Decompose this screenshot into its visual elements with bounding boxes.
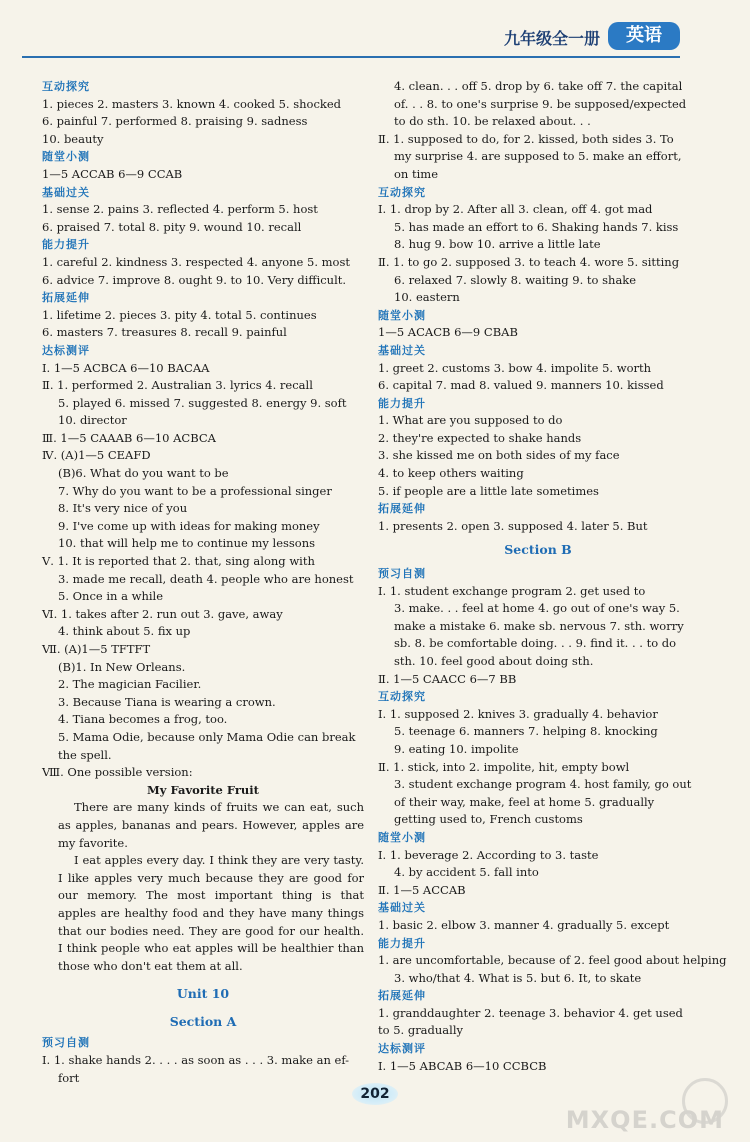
- answer-line-indented: to do sth. 10. be relaxed about. . .: [394, 114, 591, 129]
- answer-line: 4. to keep others waiting: [378, 466, 524, 481]
- answer-line-indented: 5. Once in a while: [58, 589, 164, 604]
- answer-line: 1. basic 2. elbow 3. manner 4. gradually 5. except: [378, 917, 670, 932]
- section-heading: 拓展延伸: [378, 502, 426, 516]
- answer-line-indented: 9. I've come up with ideas for making money: [58, 518, 320, 533]
- answer-line: Ⅱ. 1. to go 2. supposed 3. to teach 4. wore 5. sitting: [378, 254, 680, 269]
- section-heading: 互动探究: [378, 185, 426, 199]
- page-header: [0, 18, 750, 58]
- answer-line-indented: make a mistake 6. make sb. nervous 7. sth. worry: [394, 618, 684, 633]
- answer-line-indented: 7. Why do you want to be a professional singer: [58, 483, 332, 498]
- essay-paragraph: I eat apples every day. I think they are very tasty. I like apples very much because they are good for our memory. The most important thing is that apples are healthy food and they have many things that our bodies need. They are good for our health. I think people who eat apples will be healthier than those who don't eat them at all.: [58, 853, 364, 973]
- answer-line: Ⅷ. One possible version:: [42, 765, 193, 780]
- answer-line-indented: of. . . 8. to one's surprise 9. be supposed/expected: [394, 96, 687, 111]
- answer-line-indented: 5. Mama Odie, because only Mama Odie can break: [58, 729, 356, 744]
- answer-line-indented: 4. by accident 5. fall into: [394, 865, 539, 880]
- answer-line: Ⅴ. 1. It is reported that 2. that, sing along with: [42, 554, 315, 569]
- answer-line: 1. careful 2. kindness 3. respected 4. anyone 5. most: [42, 254, 350, 269]
- answer-line: 6. praised 7. total 8. pity 9. wound 10. recall: [42, 219, 302, 234]
- answer-line-indented: 10. director: [58, 413, 127, 428]
- answer-line-indented: 4. think about 5. fix up: [58, 624, 191, 639]
- answer-line-indented: 2. The magician Facilier.: [58, 677, 202, 692]
- section-heading: 预习自测: [378, 567, 426, 581]
- section-heading: 随堂小测: [42, 150, 90, 164]
- answer-line-indented: 4. Tiana becomes a frog, too.: [58, 712, 228, 727]
- grade-label: 九年级全一册: [503, 29, 600, 48]
- answer-line-indented: 10. eastern: [394, 290, 460, 305]
- section-heading: 基础过关: [42, 185, 90, 199]
- answer-line-indented: 8. It's very nice of you: [58, 501, 188, 516]
- answer-line: Ⅰ. 1—5 ACBCA 6—10 BACAA: [42, 360, 210, 375]
- answer-line-indented: sb. 8. be comfortable doing. . . 9. find it. . . to do: [394, 636, 677, 651]
- answer-line-indented: sth. 10. feel good about doing sth.: [394, 654, 594, 668]
- answer-line: 1. are uncomfortable, because of 2. feel good about helping: [378, 953, 727, 968]
- section-heading: 达标测评: [42, 343, 90, 357]
- subject-badge: 英语: [608, 22, 680, 50]
- answer-line: 1. presents 2. open 3. supposed 4. later 5. But: [378, 518, 648, 533]
- answer-line-indented: 9. eating 10. impolite: [394, 741, 519, 756]
- answer-line: 1—5 ACCAB 6—9 CCAB: [42, 166, 183, 181]
- section-heading: 基础过关: [378, 901, 426, 915]
- answer-line: Ⅱ. 1—5 ACCAB: [378, 882, 466, 897]
- answer-line: Ⅶ. (A)1—5 TFTFT: [42, 642, 151, 656]
- section-heading: 能力提升: [378, 936, 426, 950]
- section-heading: 拓展延伸: [378, 989, 426, 1003]
- essay-paragraph: There are many kinds of fruits we can eat, such as apples, bananas and pears. However, apples are my favorite.: [58, 800, 364, 850]
- section-heading: 达标测评: [378, 1042, 426, 1056]
- answer-line: 1. granddaughter 2. teenage 3. behavior 4. get used: [378, 1005, 683, 1020]
- unit-title: Unit 10: [176, 986, 230, 1002]
- answer-line: Ⅰ. 1. student exchange program 2. get used to: [378, 583, 646, 598]
- answer-line-indented: 5. played 6. missed 7. suggested 8. energy 9. soft: [58, 395, 347, 410]
- answer-line-indented: 6. relaxed 7. slowly 8. waiting 9. to shake: [394, 272, 637, 287]
- answer-line-indented: of their way, make, feel at home 5. gradually: [394, 794, 655, 809]
- header-rule: [22, 56, 680, 58]
- section-heading: 互动探究: [378, 690, 426, 704]
- answer-line: Ⅱ. 1. supposed to do, for 2. kissed, both sides 3. To: [378, 131, 674, 146]
- answer-line: Ⅱ. 1—5 CAACC 6—7 BB: [378, 671, 517, 686]
- answer-line: 1. sense 2. pains 3. reflected 4. perform 5. host: [42, 202, 318, 217]
- answer-line: Ⅰ. 1. shake hands 2. . . . as soon as . . . 3. make an ef-: [42, 1053, 350, 1068]
- answer-line-indented: 3. make. . . feel at home 4. go out of one's way 5.: [394, 601, 680, 616]
- answer-line-indented: 3. student exchange program 4. host family, go out: [394, 777, 692, 792]
- answer-line: to 5. gradually: [378, 1023, 464, 1038]
- left-column: [42, 78, 364, 1087]
- section-heading: 拓展延伸: [42, 291, 90, 305]
- answer-line: 1—5 ACACB 6—9 CBAB: [378, 325, 518, 340]
- answer-line-indented: 10. that will help me to continue my lessons: [58, 536, 316, 551]
- answer-line-indented: 5. has made an effort to 6. Shaking hands 7. kiss: [394, 219, 679, 234]
- section-heading: 随堂小测: [378, 830, 426, 844]
- answer-line: 1. greet 2. customs 3. bow 4. impolite 5. worth: [378, 360, 652, 375]
- answer-line-indented: on time: [394, 166, 438, 181]
- answer-line-indented: the spell.: [58, 747, 112, 762]
- answer-line: 5. if people are a little late sometimes: [378, 483, 599, 498]
- answer-line-indented: 8. hug 9. bow 10. arrive a little late: [394, 237, 601, 252]
- answer-line: 10. beauty: [42, 131, 104, 146]
- answer-line-indented: 3. Because Tiana is wearing a crown.: [58, 694, 276, 709]
- answer-line: Ⅰ. 1. supposed 2. knives 3. gradually 4. behavior: [378, 706, 658, 721]
- answer-line-indented: getting used to, French customs: [394, 812, 583, 827]
- answer-line: 1. lifetime 2. pieces 3. pity 4. total 5. continues: [42, 307, 317, 322]
- section-title: Section A: [169, 1013, 237, 1029]
- answer-line: Ⅰ. 1—5 ABCAB 6—10 CCBCB: [378, 1058, 547, 1073]
- answer-line-indented: 3. made me recall, death 4. people who are honest: [58, 571, 354, 586]
- answer-line-indented: (B)6. What do you want to be: [58, 466, 229, 481]
- answer-line-indented: my surprise 4. are supposed to 5. make an effort,: [394, 149, 682, 164]
- watermark-text: MXQE.COM: [565, 1106, 724, 1134]
- answer-line: 1. pieces 2. masters 3. known 4. cooked 5. shocked: [42, 96, 342, 111]
- answer-line: 6. masters 7. treasures 8. recall 9. painful: [42, 325, 287, 340]
- answer-line-indented: 4. clean. . . off 5. drop by 6. take off 7. the capital: [394, 79, 683, 93]
- answer-line: 2. they're expected to shake hands: [378, 430, 582, 445]
- answer-line: Ⅲ. 1—5 CAAAB 6—10 ACBCA: [42, 430, 216, 445]
- answer-line: Ⅱ. 1. performed 2. Australian 3. lyrics 4. recall: [42, 378, 313, 393]
- section-heading: 随堂小测: [378, 308, 426, 322]
- answer-line: 6. painful 7. performed 8. praising 9. sadness: [42, 114, 308, 129]
- answer-line: Ⅰ. 1. drop by 2. After all 3. clean, off 4. got mad: [378, 202, 653, 217]
- answer-line: Ⅵ. 1. takes after 2. run out 3. gave, away: [42, 606, 283, 621]
- answer-line-indented: fort: [58, 1070, 80, 1085]
- page-number: 202: [352, 1083, 398, 1105]
- answer-line: Ⅱ. 1. stick, into 2. impolite, hit, empty bowl: [378, 759, 630, 774]
- answer-line: 6. advice 7. improve 8. ought 9. to 10. Very difficult.: [42, 272, 347, 287]
- right-column: [378, 78, 727, 1075]
- section-title: Section B: [504, 542, 572, 558]
- section-heading: 预习自测: [42, 1036, 90, 1050]
- section-heading: 能力提升: [378, 396, 426, 410]
- answer-line: 3. she kissed me on both sides of my face: [378, 448, 620, 463]
- answer-line: 6. capital 7. mad 8. valued 9. manners 10. kissed: [378, 378, 664, 393]
- answer-line-indented: 5. teenage 6. manners 7. helping 8. knocking: [394, 724, 658, 739]
- answer-line-indented: 3. who/that 4. What is 5. but 6. It, to skate: [394, 970, 642, 985]
- answer-line: Ⅳ. (A)1—5 CEAFD: [42, 448, 151, 463]
- answer-line-indented: (B)1. In New Orleans.: [58, 659, 186, 674]
- answer-line: 1. What are you supposed to do: [378, 413, 563, 428]
- section-heading: 互动探究: [42, 80, 90, 93]
- watermark: [542, 1070, 742, 1140]
- answer-line: Ⅰ. 1. beverage 2. According to 3. taste: [378, 847, 599, 862]
- section-heading: 能力提升: [42, 238, 90, 252]
- section-heading: 基础过关: [378, 343, 426, 357]
- essay-title: My Favorite Fruit: [147, 782, 259, 797]
